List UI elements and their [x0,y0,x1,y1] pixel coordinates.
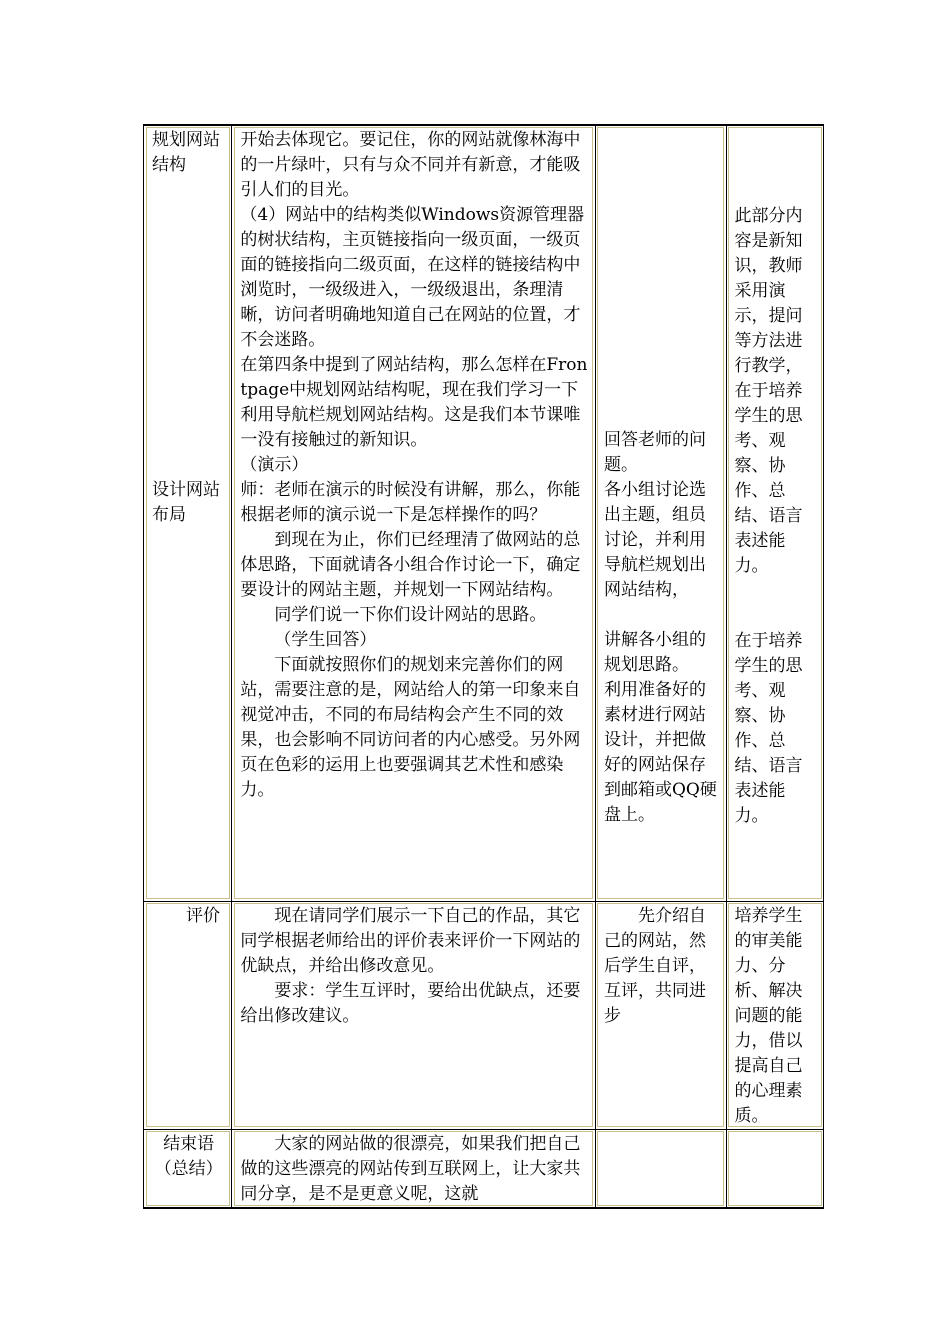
stage-cell [144,1129,232,1208]
stage-label-closing: 结束语（总结） [154,1133,223,1179]
content-paragraph: （4）网站中的结构类似Windows资源管理器的树状结构，主页链接指向一级页面，一级页面的链接指向二级页面，在这样的链接结构中浏览时，一级级进入，一级级退出，条理清晰，访问者明确地知道自己在网站的位置，才不会迷路。 [240,205,585,350]
content-paragraph: 在第四条中提到了网站结构，那么怎样在Frontpage中规划网站结构呢，现在我们学习一下利用导航栏规划网站结构。这是我们本节课唯一没有接触过的新知识。 [240,355,588,450]
student-activity: 先介绍自己的网站，然后学生自评，互评，共同进步 [603,905,706,1026]
stage-label-design-layout: 设计网站布局 [152,480,220,525]
design-intent-cell [726,901,823,1129]
content-paragraph: 下面就按照你们的规划来完善你们的网站，需要注意的是，网站给人的第一印象来自视觉冲击，不同的布局结构会产生不同的效果，也会影响不同访问者的内心感受。另外网页在色彩的运用上也要强调其艺术性和感染力。 [240,655,581,800]
student-activity: 各小组讨论选出主题，组员讨论，并利用导航栏规划出网站结构， [603,480,706,600]
design-intent: 此部分内容是新知识，教师采用演示，提问等方法进行教学，在于培养学生的思考、观察、协作、总结、语言表述能力。 [734,206,803,576]
content-paragraph: 要求：学生互评时，要给出优缺点，还要给出修改建议。 [240,980,581,1026]
design-intent: 培养学生的审美能力、分析、解决问题的能力，借以提高自己的心理素质。 [734,905,803,1126]
student-activity: 利用准备好的素材进行网站设计，并把做好的网站保存到邮箱或QQ硬盘上。 [603,680,717,825]
table-row-plan [144,125,824,901]
table-row-evaluate [144,901,824,1129]
content-paragraph: 到现在为止，你们已经理清了做网站的总体思路，下面就请各小组合作讨论一下，确定要设计的网站主题，并规划一下网站结构。 [240,530,581,600]
student-activity: 回答老师的问题。 [603,430,706,475]
student-activity-cell [595,125,726,901]
design-intent-cell [726,1129,823,1208]
stage-cell [144,125,232,901]
content-paragraph: 大家的网站做的很漂亮，如果我们把自己做的这些漂亮的网站传到互联网上，让大家共同分享，是不是更意义呢，这就 [240,1133,581,1204]
student-activity-cell [595,1129,726,1208]
student-activity-cell [595,901,726,1129]
content-paragraph: 师：老师在演示的时候没有讲解，那么，你能根据老师的演示说一下是怎样操作的吗？ [240,480,581,525]
stage-label-evaluate: 评价 [186,905,220,926]
content-paragraph: 现在请同学们展示一下自己的作品，其它同学根据老师给出的评价表来评价一下网站的优缺点，并给出修改意见。 [240,905,581,976]
stage-cell [144,901,232,1129]
lesson-plan-table [143,124,824,1209]
content-cell [232,901,596,1129]
student-activity: 讲解各小组的规划思路。 [603,630,706,675]
content-paragraph: （学生回答） [274,630,377,650]
content-cell [232,125,596,901]
content-cell [232,1129,596,1208]
content-paragraph: （演示） [240,455,309,475]
content-paragraph: 开始去体现它。要记住，你的网站就像林海中的一片绿叶，只有与众不同并有新意，才能吸引人们的目光。 [240,130,581,200]
table-row-closing [144,1129,824,1208]
design-intent-cell [726,125,823,901]
stage-label-plan-structure: 规划网站结构 [152,130,220,175]
content-paragraph: 同学们说一下你们设计网站的思路。 [274,605,547,625]
design-intent: 在于培养学生的思考、观察、协作、总结、语言表述能力。 [734,631,803,826]
